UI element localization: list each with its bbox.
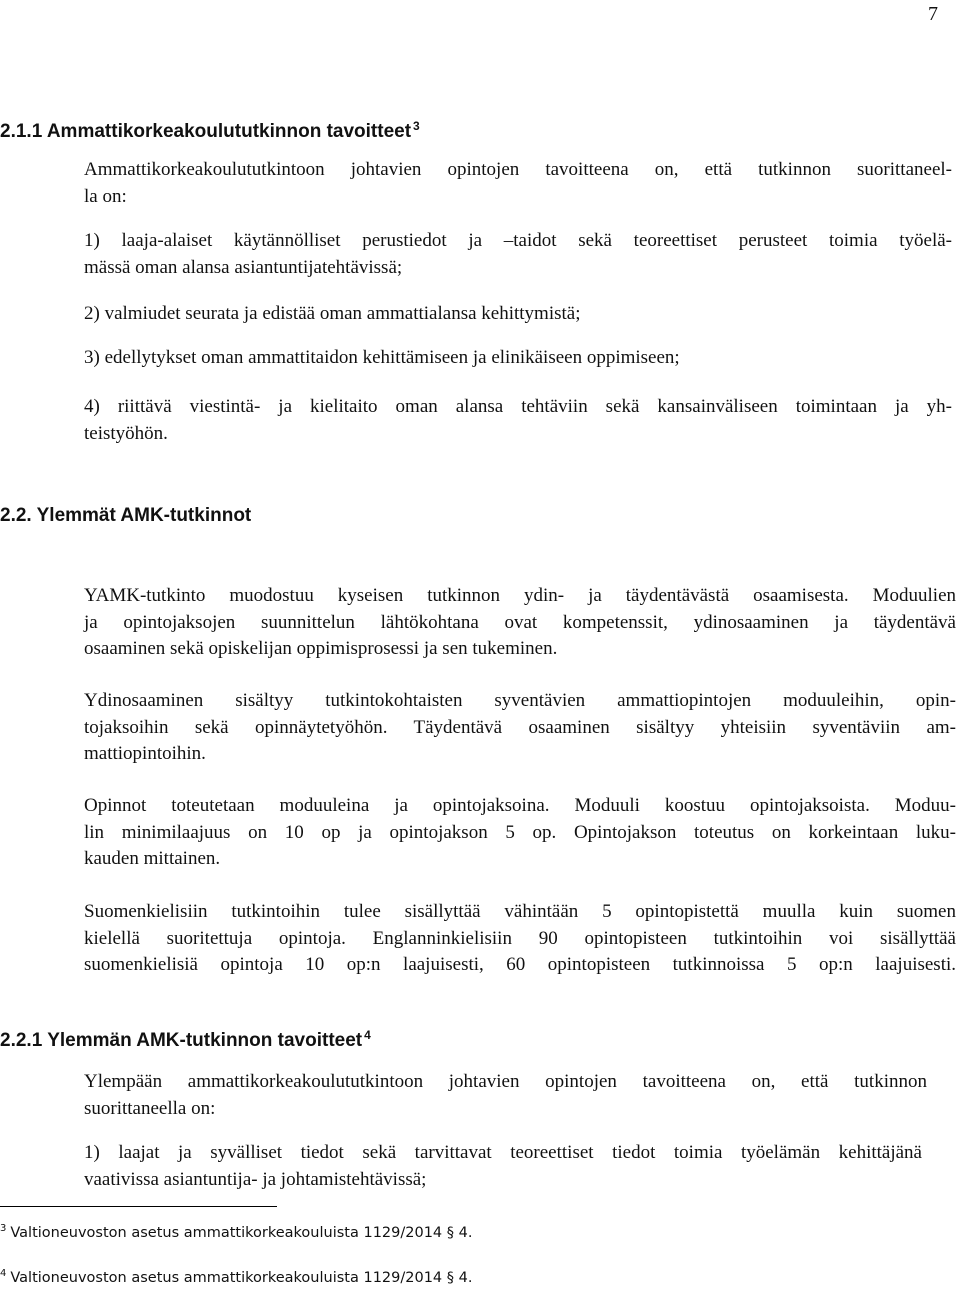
text-line: ja opintojaksojen suunnittelun lähtökohtana ovat kompetenssit, ydinosaaminen ja täydentävä	[84, 611, 956, 633]
text-line: kauden mittainen.	[84, 848, 221, 869]
list-item	[84, 394, 952, 447]
paragraph	[84, 688, 956, 768]
section-heading-2-2: 2.2. Ylemmät AMK-tutkinnot	[0, 505, 252, 526]
text-line: suorittaneella on:	[84, 1097, 216, 1119]
text-line: mattiopintoihin.	[84, 743, 206, 764]
text-line: 3) edellytykset oman ammattitaidon kehittämiseen ja elinikäiseen oppimiseen;	[84, 347, 680, 368]
text-line: vaativissa asiantuntija- ja johtamistehtävissä;	[84, 1168, 427, 1190]
text-line: kielellä suoritettuja opintoja. Englanninkielisiin 90 opintopisteen tutkintoihin voi sisällyttää	[84, 927, 956, 949]
text-line: 1) laaja-alaiset käytännölliset perustiedot ja –taidot sekä teoreettiset perusteet toimia työelä-	[84, 230, 952, 251]
footnote-3: $^3$ Valtioneuvoston asetus ammattikorkeakouluista 1129/2014 § 4.	[0, 1223, 473, 1241]
text-line: YAMK-tutkinto muodostuu kyseisen tutkinnon ydin- ja täydentävästä osaamisesta. Moduulien	[84, 585, 956, 606]
text-line: suomenkielisiä opintoja 10 op:n laajuisesti, 60 opintopisteen tutkinnoissa 5 op:n laajuisesti.	[84, 954, 956, 975]
section-heading-2-1-1: 2.1.1 Ammattikorkeakoulututkinnon tavoitteet $^3$	[0, 119, 420, 142]
text-line: teistyöhön.	[84, 422, 168, 444]
text-line: Suomenkielisiin tutkintoihin tulee sisällyttää vähintään 5 opintopistettä muulla kuin suomen	[84, 901, 956, 922]
text-line: osaaminen sekä opiskelijan oppimisprosessi ja sen tukeminen.	[84, 638, 558, 659]
section-heading-2-2-1: 2.2.1 Ylemmän AMK-tutkinnon tavoitteet $^4$	[0, 1028, 371, 1051]
footnote-4: $^4$ Valtioneuvoston asetus ammattikorkeakouluista 1129/2014 § 4.	[0, 1268, 473, 1286]
text-line: 4) riittävä viestintä- ja kielitaito oman alansa tehtäviin sekä kansainväliseen toimintaan ja yh-	[84, 396, 952, 417]
list-item	[84, 228, 952, 281]
paragraph	[84, 583, 956, 663]
footnote-ref-4: 4	[364, 1028, 371, 1042]
text-line: Opinnot toteutetaan moduuleina ja opintojaksoina. Moduuli koostuu opintojaksoista. Moduu-	[84, 795, 956, 816]
text-line: 2) valmiudet seurata ja edistää oman ammattialansa kehittymistä;	[84, 303, 581, 324]
list-item	[84, 345, 680, 372]
text-line: mässä oman alansa asiantuntijatehtävissä;	[84, 256, 403, 278]
paragraph-intro-2-1-1	[84, 157, 952, 210]
text-line: la on:	[84, 185, 127, 207]
text-line: Ydinosaaminen sisältyy tutkintokohtaisten syventävien ammattiopintojen moduuleihin, opin-	[84, 690, 956, 711]
list-item	[84, 1140, 922, 1193]
page-number: 7	[928, 3, 938, 25]
footnote-separator	[0, 1206, 277, 1207]
text-line: 1) laajat ja syvälliset tiedot sekä tarvittavat teoreettiset tiedot toimia työelämän kehittäjänä	[84, 1142, 922, 1163]
text-line: Ylempään ammattikorkeakoulututkintoon johtavien opintojen tavoitteena on, että tutkinnon	[84, 1071, 927, 1092]
text-line: Ammattikorkeakoulututkintoon johtavien opintojen tavoitteena on, että tutkinnon suorittaneel-	[84, 159, 952, 180]
list-item	[84, 301, 580, 328]
text-line: tojaksoihin sekä opinnäytetyöhön. Täydentävä osaaminen sisältyy yhteisiin syventäviin am-	[84, 716, 956, 738]
text-line: lin minimilaajuus on 10 op ja opintojakson 5 op. Opintojakson toteutus on korkeintaan luku-	[84, 821, 956, 843]
footnote-ref-3: 3	[413, 119, 420, 133]
paragraph	[84, 899, 956, 979]
paragraph-intro-2-2-1	[84, 1069, 927, 1122]
paragraph	[84, 793, 956, 873]
